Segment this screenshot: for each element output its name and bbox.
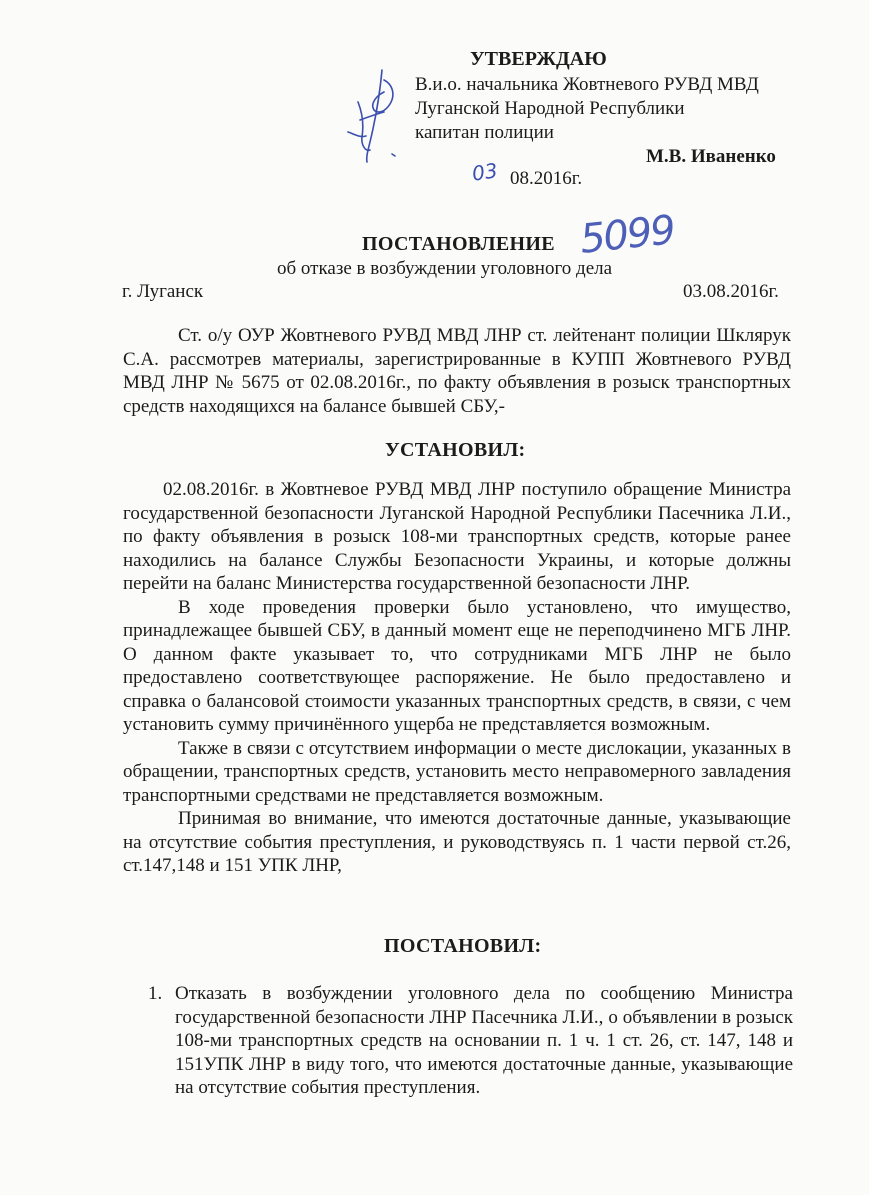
resolved-heading: ПОСТАНОВИЛ: (384, 935, 542, 957)
approval-signer: М.В. Иваненко (646, 146, 776, 167)
intro-paragraph: Ст. о/у ОУР Жовтневого РУВД МВД ЛНР ст. лейтенант полиции Шклярук С.А. рассмотрев материалы, зарегистрированные в КУПП Жовтневого РУВД МВД ЛНР № 5675 от 02.08.2016г., по факту объявления в розыск транспортных средств находящихся на балансе бывшей СБУ,- (123, 325, 791, 417)
decree-subtitle: об отказе в возбуждении уголовного дела (277, 258, 613, 279)
resolved-item-text: Отказать в возбуждении уголовного дела по сообщению Министра государственной безопасности ЛНР Пасечника Л.И., о объявлении в розыск 108-ми транспортных средств на основании п. 1 ч. 1 ст. 26, ст. 147, 148 и 151УПК ЛНР в виду того, что имеются достаточные данные, указывающие на отсутствие события преступления. (175, 983, 793, 1098)
established-paragraph-3: Также в связи с отсутствием информации о месте дислокации, указанных в обращении, транспортных средств, установить место неправомерного завладения транспортными средствами не представляется возможным. (123, 737, 791, 806)
resolved-item-number: 1. (148, 983, 163, 1004)
established-paragraph-4: Принимая во внимание, что имеются достаточные данные, указывающие на отсутствие события преступления, и руководствуясь п. 1 части первой ст.26, ст.147,148 и 151 УПК ЛНР, (123, 808, 791, 876)
established-heading: УСТАНОВИЛ: (385, 439, 526, 461)
approval-date: 08.2016г. (510, 168, 583, 189)
established-block (123, 478, 791, 878)
registration-number-handwritten: 5099 (577, 207, 676, 263)
decree-date: 03.08.2016г. (683, 281, 779, 302)
resolved-item (148, 982, 793, 1100)
approval-line-2: Луганской Народной Республики (415, 98, 685, 119)
approval-line-1: В.и.о. начальника Жовтневого РУВД МВД (415, 74, 759, 95)
decree-city: г. Луганск (122, 281, 204, 302)
decree-title: ПОСТАНОВЛЕНИЕ (362, 233, 555, 255)
resolved-list (148, 982, 793, 1100)
approval-title: УТВЕРЖДАЮ (470, 48, 607, 70)
signature-icon (340, 62, 420, 172)
established-paragraph-1: 02.08.2016г. в Жовтневое РУВД МВД ЛНР поступило обращение Министра государственной безопасности Луганской Народной Республики Пасечника Л.И., по факту объявления в розыск 108-ми транспортных средств, которые ранее находились на балансе Службы Безопасности Украины, и которые должны перейти на баланс Министерства государственной безопасности ЛНР. (123, 479, 791, 594)
approval-date-handwritten: 03 (470, 158, 499, 186)
established-paragraph-2: В ходе проведения проверки было установлено, что имущество, принадлежащее бывшей СБУ, в данный момент еще не переподчинено МГБ ЛНР. О данном факте указывает то, что сотрудниками МГБ ЛНР не было предоставлено соответствующее распоряжение. Не было предоставлено и справка о балансовой стоимости указанных транспортных средств, в связи, с чем установить сумму причинённого ущерба не представляется возможным. (123, 596, 791, 735)
intro-block (123, 324, 791, 418)
approval-line-3: капитан полиции (415, 122, 554, 143)
